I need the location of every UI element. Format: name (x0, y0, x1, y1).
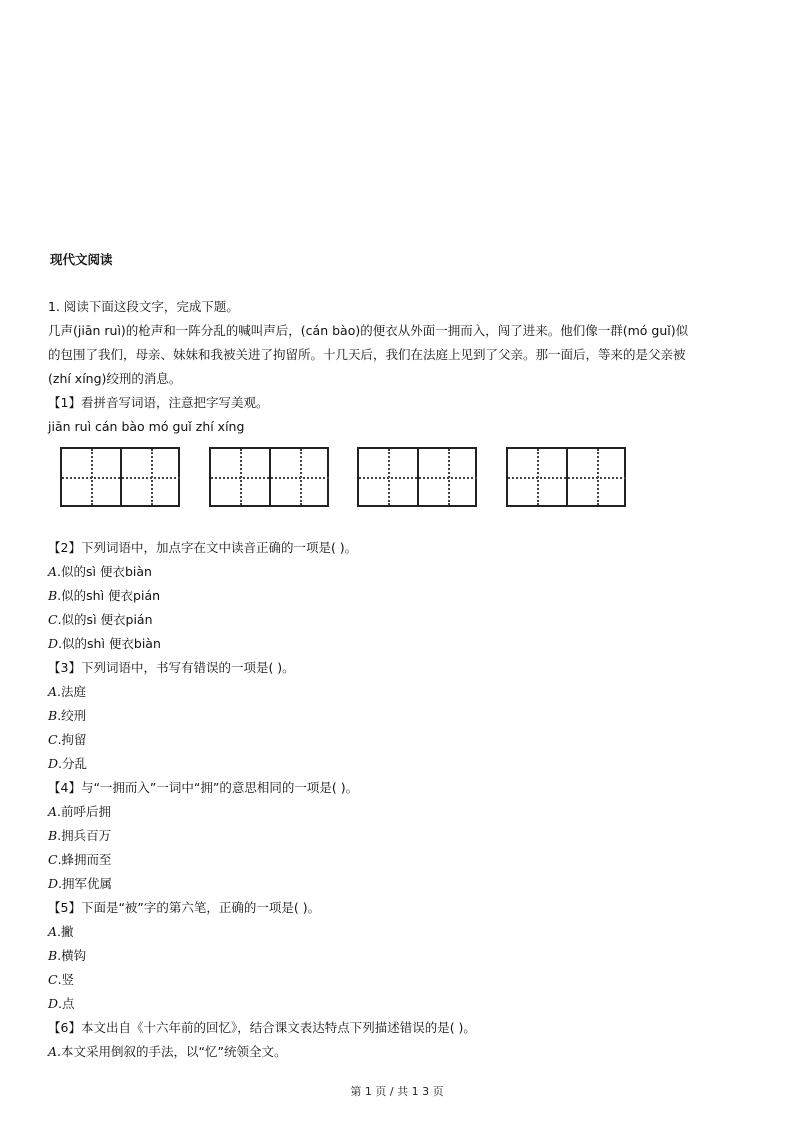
option-b[interactable]: B.绞刑 (48, 708, 87, 723)
tianzige-cell (211, 449, 271, 505)
option-b[interactable]: B.横钩 (48, 948, 87, 963)
option-d[interactable]: D.拥军优属 (48, 876, 113, 891)
tianzige-cell (122, 449, 180, 505)
option-d[interactable]: D.分乱 (48, 756, 88, 771)
option-d[interactable]: D.点 (48, 996, 75, 1011)
pinyin-line: jiān ruì cán bào mó guǐ zhí xíng (48, 419, 245, 434)
option-b[interactable]: B.拥兵百万 (48, 828, 112, 843)
tianzige-box[interactable] (209, 447, 329, 507)
section-title: 现代文阅读 (50, 252, 113, 267)
option-a[interactable]: A.本文采用倒叙的手法，以“忆”统领全文。 (48, 1044, 287, 1059)
sub-question-5-prompt: 【5】下面是“被”字的第六笔，正确的一项是( )。 (48, 900, 321, 915)
sub-question-3-prompt: 【3】下列词语中，书写有错误的一项是( )。 (48, 660, 295, 675)
option-d[interactable]: D.似的shì 便衣biàn (48, 636, 161, 651)
passage-line: 几声(jiān ruì)的枪声和一阵分乱的喊叫声后，(cán bào)的便衣从外面一拥而入，闯了进来。他们像一群(mó guǐ)似 (48, 323, 689, 338)
tianzige-cell (62, 449, 122, 505)
option-a[interactable]: A.法庭 (48, 684, 87, 699)
question-intro: 1. 阅读下面这段文字，完成下题。 (48, 299, 239, 314)
page-footer: 第 1 页 / 共 1 3 页 (350, 1085, 444, 1098)
option-a[interactable]: A.撇 (48, 924, 74, 939)
option-c[interactable]: C.竖 (48, 972, 75, 987)
passage-line: 的包围了我们，母亲、妹妹和我被关进了拘留所。十几天后，我们在法庭上见到了父亲。那一面后，等来的是父亲被 (48, 347, 686, 362)
tianzige-cell (419, 449, 477, 505)
sub-question-1-prompt: 【1】看拼音写词语，注意把字写美观。 (48, 395, 269, 410)
tianzige-box[interactable] (357, 447, 477, 507)
sub-question-2-prompt: 【2】下列词语中，加点字在文中读音正确的一项是( )。 (48, 540, 358, 555)
option-a[interactable]: A.前呼后拥 (48, 804, 112, 819)
sub-question-6-prompt: 【6】本文出自《十六年前的回忆》，结合课文表达特点下列描述错误的是( )。 (48, 1020, 476, 1035)
tianzige-cell (568, 449, 626, 505)
sub-question-4-prompt: 【4】与“一拥而入”一词中“拥”的意思相同的一项是( )。 (48, 780, 359, 795)
question-1 (48, 295, 768, 1064)
writing-grid (60, 447, 640, 509)
tianzige-cell (271, 449, 329, 505)
option-a[interactable]: A.似的sì 便衣biàn (48, 564, 152, 579)
tianzige-cell (508, 449, 568, 505)
tianzige-box[interactable] (506, 447, 626, 507)
option-c[interactable]: C.拘留 (48, 732, 87, 747)
tianzige-cell (359, 449, 419, 505)
option-b[interactable]: B.似的shì 便衣pián (48, 588, 161, 603)
option-c[interactable]: C.蜂拥而至 (48, 852, 112, 867)
option-c[interactable]: C.似的sì 便衣pián (48, 612, 153, 627)
tianzige-box[interactable] (60, 447, 180, 507)
passage-line: (zhí xíng)绞刑的消息。 (48, 371, 182, 386)
